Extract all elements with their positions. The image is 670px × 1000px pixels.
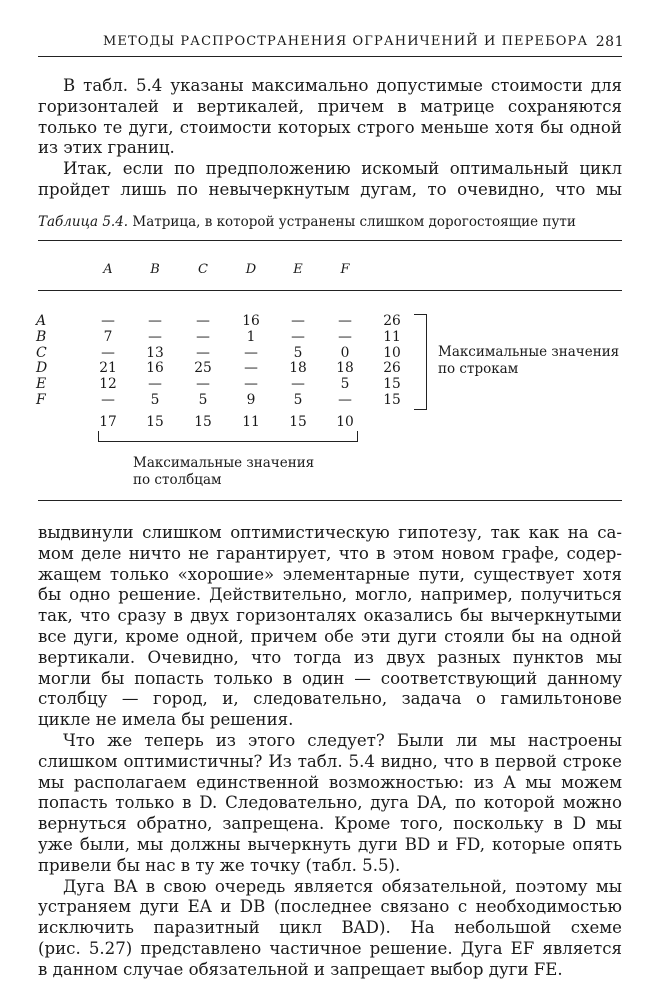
text-line: цикле не имела бы решения. (38, 710, 294, 730)
matrix-cell: — (196, 344, 210, 361)
text-line: вертикали. Очевидно, что тогда из двух разных пунктов мы (38, 647, 622, 667)
intro-paragraph (38, 76, 622, 201)
text-line: выдвинули слишком оптимистическую гипотезу, так как на са- (38, 523, 622, 542)
matrix-cell: — (101, 392, 115, 408)
matrix-cell: — (338, 392, 352, 408)
text-line: (рис. 5.27) представлено частичное решение. Дуга EF является (38, 938, 622, 958)
text-line: слишком оптимистичны? Из табл. 5.4 видно, что в первой строке (38, 751, 622, 771)
col-max-note (133, 455, 314, 489)
matrix-cell: 16 (146, 360, 164, 377)
text-line: пройдет лишь по невычеркнутым дугам, то очевидно, что мы (38, 179, 622, 199)
row-max-value: 26 (383, 360, 401, 377)
matrix-cell: 5 (150, 392, 160, 408)
matrix-cell: — (244, 360, 258, 377)
row-max-value: 11 (383, 328, 401, 345)
matrix-cell: 7 (103, 328, 113, 345)
table-caption (38, 214, 622, 230)
matrix-cell: — (338, 328, 352, 345)
matrix-cell: 18 (289, 360, 307, 377)
matrix-cell: — (196, 376, 210, 393)
text-line: исключить паразитный цикл BAD). На небольшой схеме (38, 918, 622, 938)
matrix-cell: 1 (246, 328, 256, 345)
row-header: A (36, 313, 47, 329)
text-line: В табл. 5.4 указаны максимально допустимые стоимости для (63, 76, 622, 95)
matrix-cell: 5 (293, 392, 303, 408)
matrix-cell: — (148, 328, 162, 345)
matrix-cell: 9 (246, 392, 256, 408)
column-header: A (103, 262, 113, 277)
table-bottom-rule (38, 500, 622, 501)
matrix-cell: 13 (146, 344, 164, 361)
matrix-cell: 16 (242, 313, 260, 329)
text-line: бы одно решение. Действительно, могло, например, получиться (38, 585, 622, 605)
header-rule (38, 56, 622, 57)
text-line: только те дуги, стоимости которых строго меньше хотя бы одной (38, 117, 622, 137)
col-max-value: 15 (289, 414, 307, 430)
matrix-cell: 21 (99, 360, 117, 377)
header-title: МЕТОДЫ РАСПРОСТРАНЕНИЯ ОГРАНИЧЕНИЙ И ПЕРЕБОРА (103, 34, 589, 49)
caption-text: Матрица, в которой устранены слишком дорогостоящие пути (132, 214, 576, 230)
column-header: F (340, 262, 350, 277)
col-max-value: 15 (146, 414, 164, 430)
matrix-cell: — (244, 344, 258, 361)
text-line: могли бы попасть только в один — соответствующий данному (38, 668, 622, 688)
matrix-cell: 18 (336, 360, 354, 377)
row-max-value: 15 (383, 392, 401, 408)
row-header: C (36, 344, 47, 361)
text-line: из этих границ. (38, 138, 175, 158)
row-note-line: Максимальные значения (438, 344, 620, 360)
table-top-rule (38, 240, 622, 241)
col-max-value: 15 (194, 414, 212, 430)
text-line: уже были, мы должны вычеркнуть дуги BD и FD, которые опять (38, 834, 622, 854)
matrix-cell: 12 (99, 376, 117, 393)
text-line: жащем только «хорошие» элементарные пути, существует хотя (38, 564, 622, 584)
text-line: мы располагаем единственной возможностью: из A мы можем (38, 772, 622, 792)
text-line: Итак, если по предположению искомый оптимальный цикл (63, 159, 622, 179)
col-max-value: 11 (242, 414, 260, 430)
matrix-cell: — (148, 376, 162, 393)
matrix-cell: — (244, 376, 258, 393)
column-header: D (245, 262, 257, 277)
text-line: Дуга BA в свою очередь является обязательной, поэтому мы (63, 876, 622, 896)
col-max-value: 10 (336, 414, 354, 430)
column-header: E (293, 262, 303, 277)
text-line: мом деле ничто не гарантирует, что в этом новом графе, содер- (38, 543, 622, 563)
col-note-line: Максимальные значения (133, 455, 315, 471)
row-note-line: по строкам (438, 361, 519, 377)
page-number: 281 (595, 34, 624, 50)
row-max-value: 10 (383, 344, 401, 361)
col-note-line: по столбцам (133, 472, 222, 488)
matrix-cell: — (148, 313, 162, 329)
matrix-cell: 0 (340, 344, 350, 361)
row-header: B (36, 328, 47, 345)
column-header: B (150, 262, 160, 277)
text-line: в данном случае обязательной и запрещает выбор дуги FE. (38, 959, 563, 979)
matrix-cell: 5 (293, 344, 303, 361)
text-line: Что же теперь из этого следует? Были ли мы настроены (63, 730, 622, 750)
row-header: E (36, 376, 47, 393)
col-max-bracket (98, 431, 358, 442)
matrix-cell: — (196, 313, 210, 329)
table-head-rule (38, 290, 622, 291)
row-max-value: 15 (383, 376, 401, 393)
matrix-cell: — (101, 344, 115, 361)
matrix-cell: 5 (340, 376, 350, 393)
matrix-cell: — (291, 376, 305, 393)
row-max-value: 26 (383, 313, 401, 329)
text-line: горизонталей и вертикалей, причем в матрице сохраняются (38, 96, 622, 116)
text-line: устраняем дуги EA и DB (последнее связано с необходимостью (38, 897, 622, 917)
col-max-value: 17 (99, 414, 117, 430)
row-max-bracket (414, 314, 427, 410)
matrix-cell: — (196, 328, 210, 345)
text-line: привели бы нас в ту же точку (табл. 5.5). (38, 855, 401, 875)
text-line: попасть только в D. Следовательно, дуга DA, по которой можно (38, 793, 622, 813)
text-line: так, что сразу в двух горизонталях оказались бы вычеркнутыми (38, 606, 622, 626)
matrix-cell: — (291, 328, 305, 345)
column-header: C (198, 262, 208, 277)
row-header: D (36, 360, 48, 377)
caption-label: Таблица 5.4. (38, 214, 129, 230)
text-line: вернуться обратно, запрещена. Кроме того, поскольку в D мы (38, 814, 622, 834)
matrix-cell: — (291, 313, 305, 329)
body-paragraph (38, 523, 622, 981)
row-header: F (36, 392, 46, 408)
text-line: все дуги, кроме одной, причем обе эти дуги стояли бы на одной (38, 626, 622, 646)
matrix-cell: — (101, 313, 115, 329)
matrix-cell: — (338, 313, 352, 329)
matrix-cell: 5 (198, 392, 208, 408)
running-header (103, 34, 624, 50)
text-line: столбцу — город, и, следовательно, задача о гамильтоновe (38, 689, 622, 709)
matrix-cell: 25 (194, 360, 212, 377)
row-max-note (438, 344, 619, 378)
